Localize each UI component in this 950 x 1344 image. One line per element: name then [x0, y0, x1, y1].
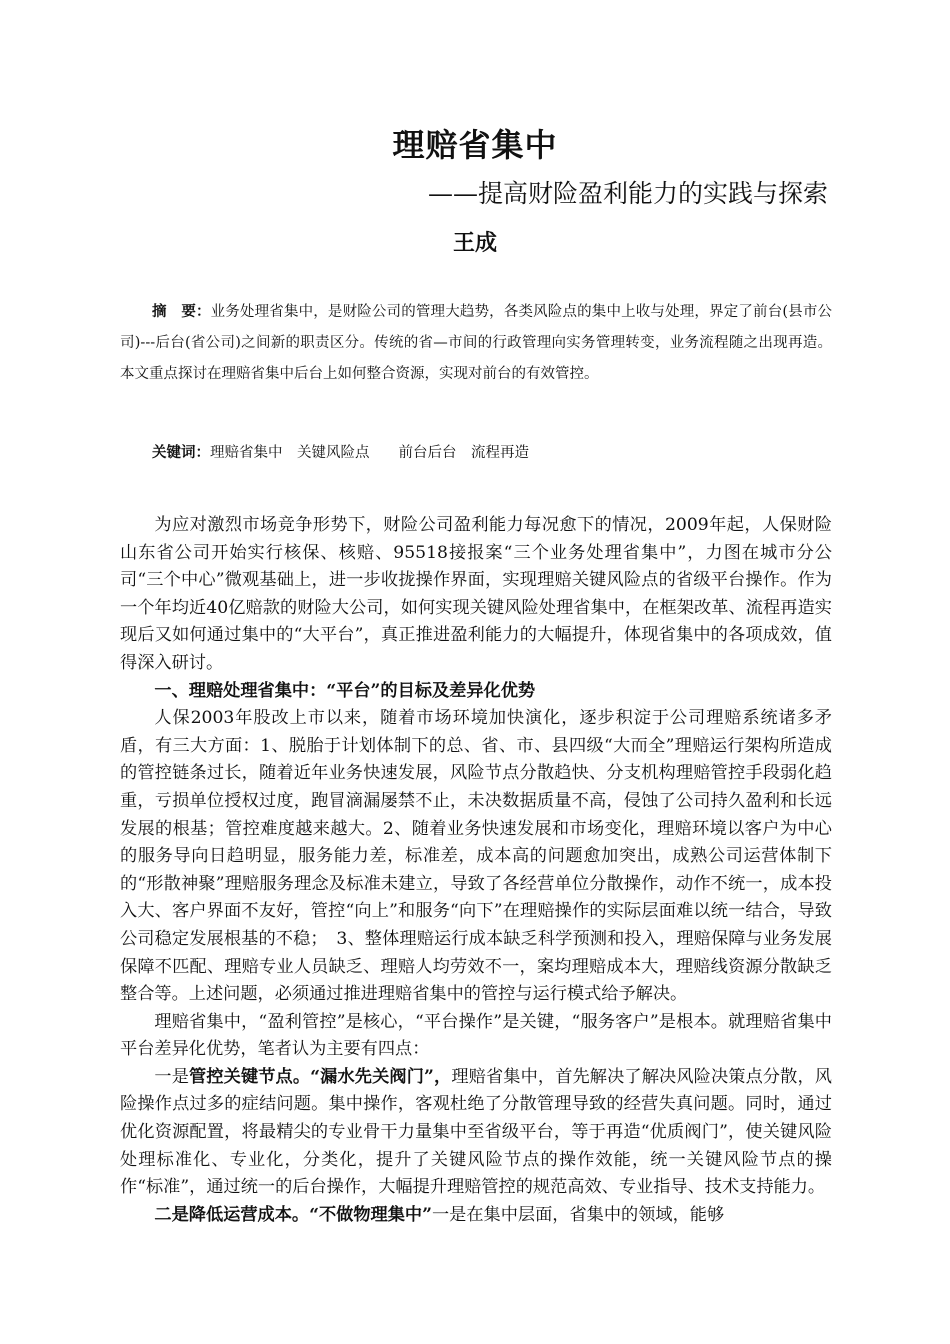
- paragraph-point-2: [120, 1202, 832, 1230]
- keywords: [152, 441, 529, 462]
- paragraph-point-1: [120, 1064, 832, 1202]
- point-2-bold: 二是降低运营成本。“不做物理集中”: [154, 1204, 432, 1225]
- paragraph-advantages: 理赔省集中，“盈利管控”是核心，“平台操作”是关键，“服务客户”是根本。就理赔省集中平台差异化优势，笔者认为主要有四点：: [120, 1011, 832, 1060]
- point-2-text: 一是在集中层面，省集中的领域，能够: [431, 1204, 725, 1225]
- keywords-label: 关键词：: [152, 444, 210, 461]
- body-text: [120, 512, 832, 1229]
- author-name: 王成: [452, 231, 497, 256]
- abstract: [120, 296, 832, 390]
- keywords-text: 理赔省集中 关键风险点 前台后台 流程再造: [210, 445, 529, 461]
- paragraph-intro: 为应对激烈市场竞争形势下，财险公司盈利能力每况愈下的情况，2009年起，人保财险山东省公司开始实行核保、核赔、95518接报案“三个业务处理省集中”，力图在城市分公司“三个中心”微观基础上，进一步收拢操作界面，实现理赔关键风险点的省级平台操作。作为一个年均近40亿赔款的财险大公司，如何实现关键风险处理省集中，在框架改革、流程再造实现后又如何通过集中的“大平台”，真正推进盈利能力的大幅提升，体现省集中的各项成效，值得深入研讨。: [120, 515, 832, 673]
- point-1-bold: 管控关键节点。“漏水先关阀门”，: [189, 1066, 452, 1087]
- point-1-text: 理赔省集中，首先解决了解决风险决策点分散，风险操作点过多的症结问题。集中操作，客观杜绝了分散管理导致的经营失真问题。同时，通过优化资源配置，将最精尖的专业骨干力量集中至省级平台，等于再造“优质阀门”，使关键风险处理标准化、专业化，分类化，提升了关键风险节点的操作效能，统一关键风险节点的操作“标准”，通过统一的后台操作，大幅提升理赔管控的规范高效、专业指导、技术支持能力。: [120, 1066, 832, 1198]
- document-subtitle: ——提高财险盈利能力的实践与探索: [427, 179, 828, 208]
- document-title: 理赔省集中: [392, 126, 558, 164]
- section-heading-1: 一、理赔处理省集中：“平台”的目标及差异化优势: [154, 680, 536, 701]
- paragraph-problems: 人保2003年股改上市以来，随着市场环境加快演化，逐步积淀于公司理赔系统诸多矛盾，有三大方面：1、脱胎于计划体制下的总、省、市、县四级“大而全”理赔运行架构所造成的管控链条过长，随着近年业务快速发展，风险节点分散趋快、分支机构理赔管控手段弱化趋重，亏损单位授权过度，跑冒滴漏屡禁不止，未决数据质量不高，侵蚀了公司持久盈利和长远发展的根基；管控难度越来越大。2、随着业务快速发展和市场变化，理赔环境以客户为中心的服务导向日趋明显，服务能力差，标准差，成本高的问题愈加突出，成熟公司运营体制下的“形散神聚”理赔服务理念及标准未建立，导致了各经营单位分散操作，动作不统一，成本投入大、客户界面不友好，管控“向上”和服务“向下”在理赔操作的实际层面难以统一结合，导致公司稳定发展根基的不稳； 3、整体理赔运行成本缺乏科学预测和投入，理赔保障与业务发展保障不匹配、理赔专业人员缺乏、理赔人均劳效不一，案均理赔成本大，理赔线资源分散缺乏整合等。上述问题，必须通过推进理赔省集中的管控与运行模式给予解决。: [120, 708, 832, 1005]
- abstract-text: 业务处理省集中，是财险公司的管理大趋势，各类风险点的集中上收与处理，界定了前台(县市公司)---后台(省公司)之间新的职责区分。传统的省—市间的行政管理向实务管理转变，业务流程随之出现再造。本文重点探讨在理赔省集中后台上如何整合资源，实现对前台的有效管控。: [120, 304, 832, 382]
- abstract-label: 摘 要：: [152, 303, 211, 320]
- point-1-lead: 一是: [154, 1066, 190, 1087]
